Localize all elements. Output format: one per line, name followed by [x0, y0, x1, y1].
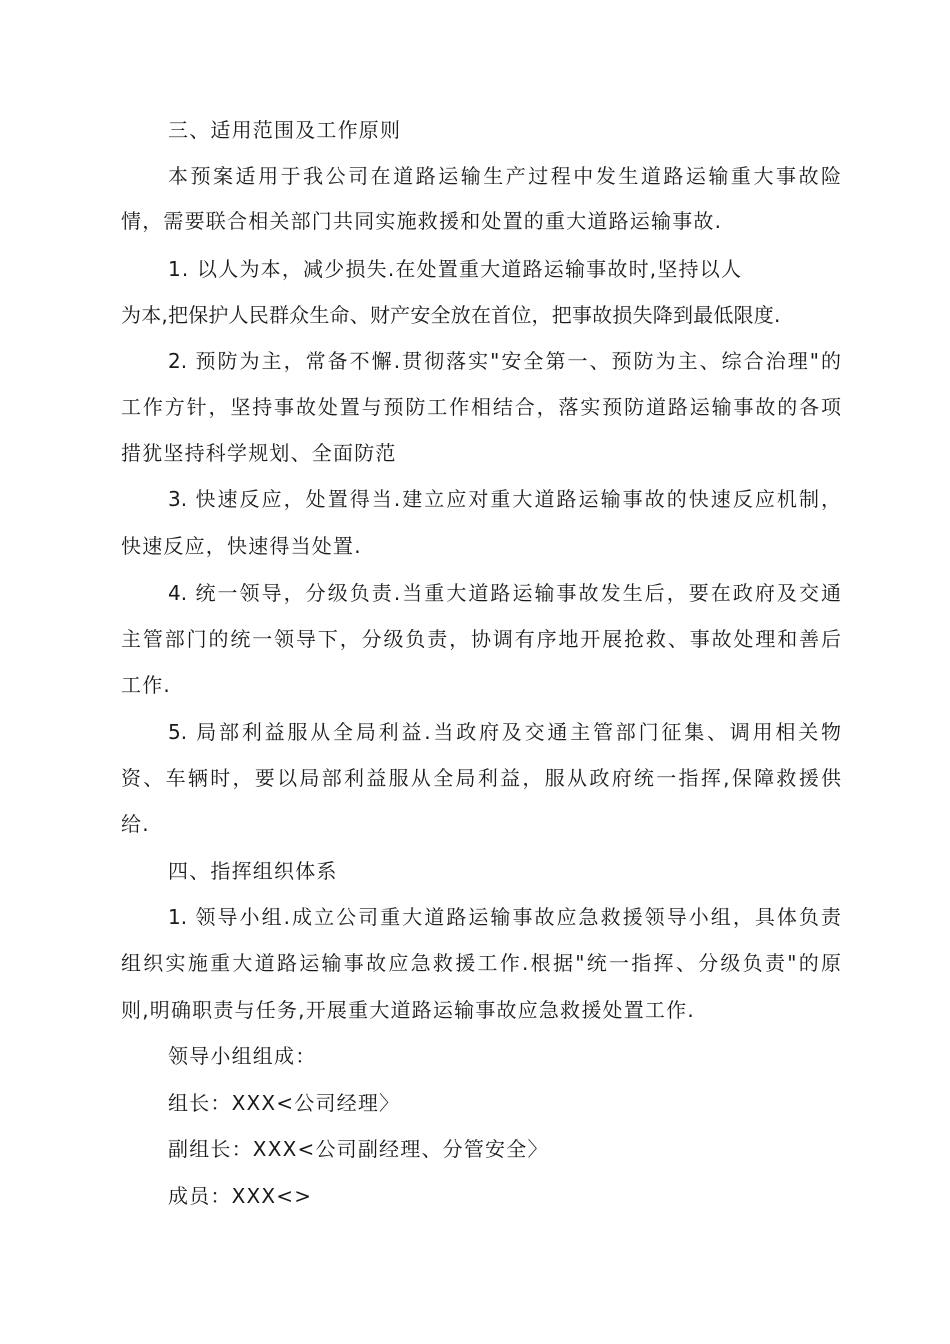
members-line: 成员：XXX<> [168, 1184, 313, 1208]
section-heading-scope: 三、适用范围及工作原则 [168, 118, 402, 142]
paragraph-line: 1. 领导小组.成立公司重大道路运输事故应急救援领导小组，具体负责 [168, 905, 841, 929]
paragraph-line: 为本,把保护人民群众生命、财产安全放在首位，把事故损失降到最低限度. [121, 303, 781, 327]
paragraph-line: 工作. [121, 673, 171, 697]
paragraph-line: 2. 预防为主，常备不懈.贯彻落实"安全第一、预防为主、综合治理"的 [168, 349, 841, 373]
paragraph-line: 工作方针，坚持事故处置与预防工作相结合，落实预防道路运输事故的各项 [121, 395, 841, 419]
group-leader-line: 组长：XXX<公司经理〉 [168, 1091, 401, 1115]
paragraph-line: 5. 局部利益服从全局利益.当政府及交通主管部门征集、调用相关物 [168, 720, 841, 744]
paragraph-line: 3. 快速反应，处置得当.建立应对重大道路运输事故的快速反应机制， [168, 487, 841, 511]
group-composition-label: 领导小组组成： [168, 1044, 317, 1068]
paragraph-line: 主管部门的统一领导下，分级负责，协调有序地开展抢救、事故处理和善后 [121, 627, 841, 651]
paragraph-line: 组织实施重大道路运输事故应急救援工作.根据"统一指挥、分级负责"的原 [121, 951, 841, 975]
paragraph-line: 1. 以人为本，减少损失.在处置重大道路运输事故时,坚持以人 [168, 257, 743, 281]
paragraph-line: 4. 统一领导，分级负责.当重大道路运输事故发生后，要在政府及交通 [168, 581, 841, 605]
paragraph-line: 快速反应，快速得当处置. [121, 534, 362, 558]
paragraph-line: 则,明确职责与任务,开展重大道路运输事故应急救援处置工作. [121, 998, 695, 1022]
paragraph-line: 资、车辆时，要以局部利益服从全局利益，服从政府统一指挥,保障救援供 [121, 766, 841, 790]
paragraph-line: 措犹坚持科学规划、全面防范 [121, 441, 397, 465]
paragraph-line: 情，需要联合相关部门共同实施救援和处置的重大道路运输事故. [121, 209, 723, 233]
deputy-leader-line: 副组长：XXX<公司副经理、分管安全〉 [168, 1137, 549, 1161]
paragraph-line: 给. [121, 812, 150, 836]
section-heading-command: 四、指挥组织体系 [168, 859, 338, 883]
paragraph-line: 本预案适用于我公司在道路运输生产过程中发生道路运输重大事故险 [168, 164, 841, 188]
